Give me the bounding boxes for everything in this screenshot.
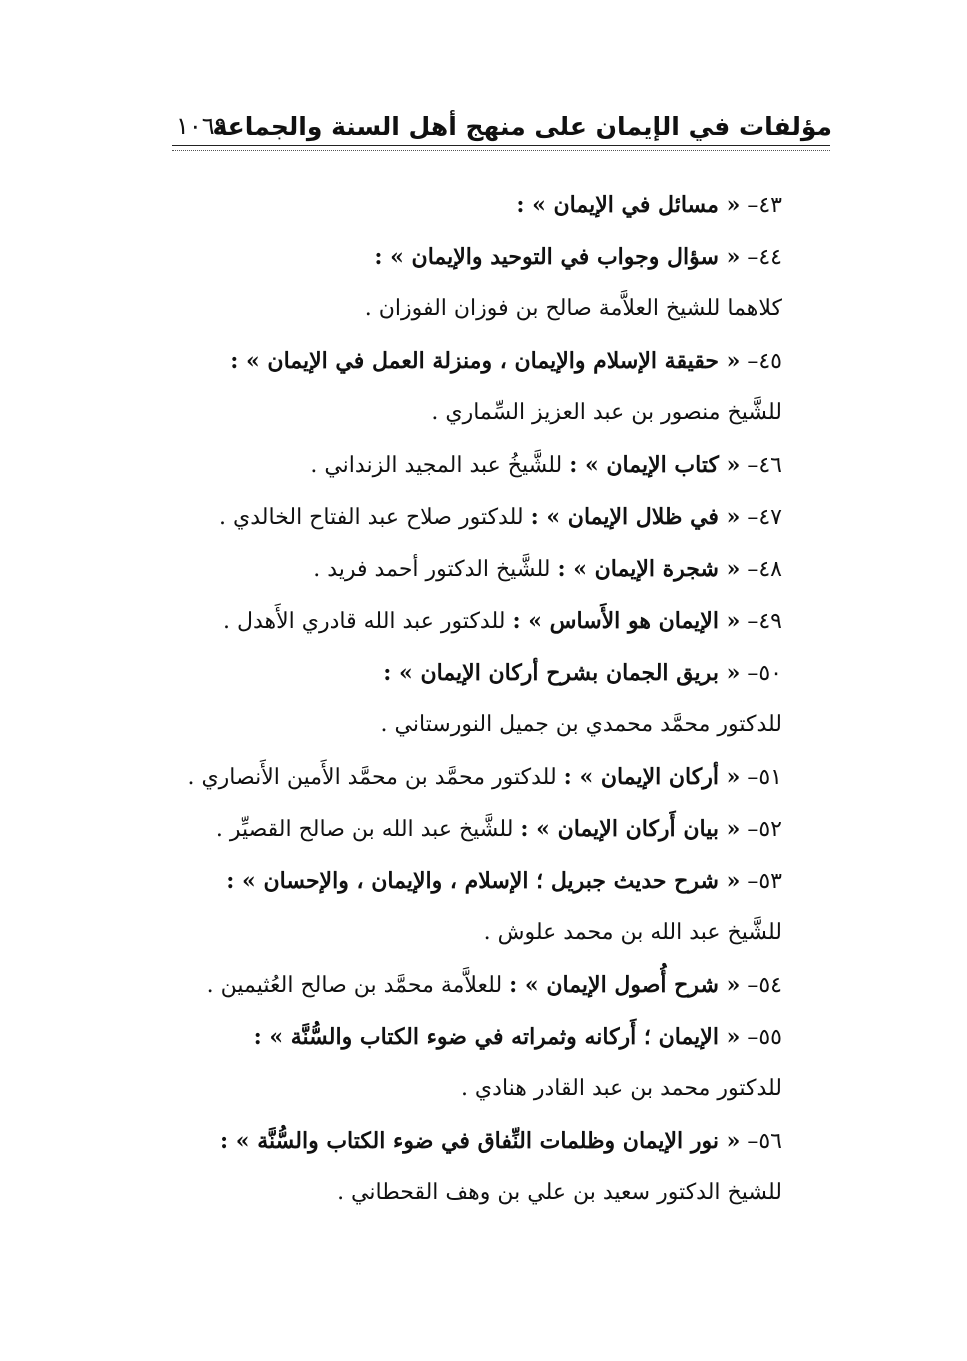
list-item [219,502,782,533]
entry-title: « بيان أَركان الإيمان » : [520,816,741,842]
list-item [313,554,782,585]
entry-title: « الإيمان هو الأَساس » : [512,608,741,634]
page-number: ١٠٦٩ [176,112,228,140]
entry-title: « شرح حديث جبريل ؛ الإسلام ، والإيمان ، والإحسان » : [226,868,741,894]
entry-author: للدكتور محمد بن عبد القادر هنادي . [460,1076,782,1101]
header-rule [172,145,830,146]
entry-number: ٤٣– [740,193,782,218]
entry-number: ٤٤– [740,245,782,270]
entry-number: ٤٦– [740,453,782,478]
entry-author: للشَّيخ الدكتور أحمد فريد . [313,557,558,582]
entry-number: ٤٧– [740,505,782,530]
entry-title: « في ظلال الإيمان » : [530,504,741,530]
list-item [431,398,782,428]
entry-number: ٤٨– [740,557,782,582]
entry-author: للدكتور عبد الله قادري الأَهدل . [223,609,513,634]
entry-number: ٥٥– [740,1025,782,1050]
entry-author: كلاهما للشيخ العلاَّمة صالح بن فوزان الفوزان . [364,296,782,321]
list-item [365,294,782,324]
entry-number: ٥٦– [740,1129,782,1154]
list-item [220,1126,782,1157]
list-item [337,1178,782,1208]
entry-number: ٥٠– [740,661,782,686]
entry-author: للشيخ الدكتور سعيد بن علي بن وهف القحطاني . [337,1180,782,1205]
header-title: مؤلفات في الإيمان على منهج أهل السنة والجماعة [212,112,832,141]
entry-number: ٥٤– [740,973,782,998]
list-item [310,450,782,481]
list-item [226,866,782,897]
list-item [461,1074,782,1104]
header-rule-dotted [172,150,830,151]
list-item [381,710,782,740]
list-item [187,762,782,793]
list-item [230,346,782,377]
entry-number: ٥١– [740,765,782,790]
list-item [374,242,782,273]
list-item [223,606,782,637]
list-item [254,1022,782,1053]
entry-title: « كتاب الإيمان » : [569,452,741,478]
entry-title: « شرح أُصول الإيمان » : [509,972,741,998]
entry-number: ٤٥– [740,349,782,374]
list-item [383,658,782,689]
entry-author: للشَّيخُ عبد المجيد الزنداني . [310,453,570,478]
entry-title: « حقيقة الإسلام والإيمان ، ومنزلة العمل في الإيمان » : [230,348,741,374]
entry-author: للدكتور محمَّد بن محمَّد الأَمين الأَنصاري . [187,765,564,790]
entry-author: للدكتور محمَّد محمدي بن جميل النورستاني . [380,712,782,737]
list-item [516,190,782,221]
entry-author: للشَّيخ عبد الله بن محمد علوش . [483,920,782,945]
entry-title: « أركان الإيمان » : [563,764,741,790]
running-header [170,108,832,150]
entry-title: « الإيمان ؛ أَركانه وثمراته في ضوء الكتاب والسُّنَّة » : [253,1024,741,1050]
entry-number: ٤٩– [740,609,782,634]
entry-number: ٥٣– [740,869,782,894]
entry-author: للشَّيخ منصور بن عبد العزيز السِّماري . [431,400,782,425]
list-item [484,918,782,948]
entry-title: « مسائل في الإيمان » : [516,192,741,218]
list-item [216,814,782,845]
entry-title: « شجرة الإيمان » : [557,556,741,582]
entry-author: للشَّيخ عبد الله بن صالح القصيِّر . [215,817,521,842]
entry-title: « بريق الجمان بشرح أركان الإيمان » : [383,660,741,686]
entry-number: ٥٢– [740,817,782,842]
entry-author: للعلاَّمة محمَّد بن صالح العُثيمين . [206,973,510,998]
entry-author: للدكتور صلاح عبد الفتاح الخالدي . [219,505,531,530]
entry-title: « نور الإيمان وظلمات النِّفاق في ضوء الكتاب والسُّنَّة » : [220,1128,741,1154]
list-item [207,970,782,1001]
entry-title: « سؤال وجواب في التوحيد والإيمان » : [374,244,741,270]
